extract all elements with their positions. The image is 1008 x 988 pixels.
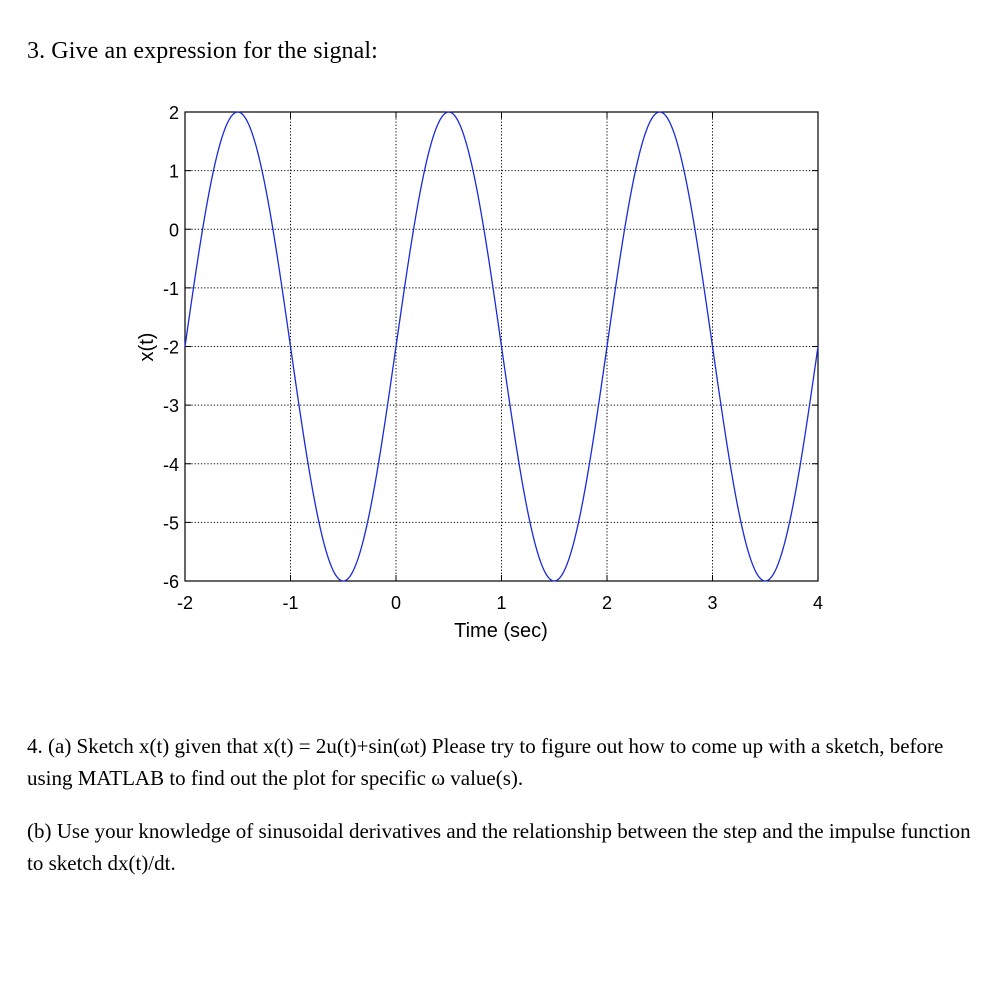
y-tick-labels — [163, 103, 179, 592]
y-tick-label: 1 — [168, 161, 179, 182]
y-tick-label: 2 — [168, 103, 179, 123]
x-tick-label: -1 — [282, 593, 299, 613]
question-3-heading: 3. Give an expression for the signal: — [27, 38, 378, 64]
y-tick-label: -2 — [162, 337, 179, 358]
y-tick-label: 0 — [168, 220, 179, 241]
question-4-part-b: (b) Use your knowledge of sinusoidal derivatives and the relationship between the step and the impulse function to sketch dx(t)/dt. — [27, 819, 971, 875]
y-tick-label: -3 — [162, 396, 179, 417]
y-axis-label: x(t) — [136, 332, 158, 362]
x-axis-label: Time (sec) — [454, 620, 548, 642]
x-tick-label: -2 — [176, 593, 194, 613]
y-tick-label: -1 — [162, 278, 179, 299]
x-tick-label: 1 — [496, 593, 507, 613]
y-tick-label: -4 — [162, 454, 179, 475]
question-4-part-a: 4. (a) Sketch x(t) given that x(t) = 2u(t)+sin(ωt) Please try to figure out how to come up with a sketch, before using MATLAB to find out the plot for specific ω value(s). — [27, 734, 944, 790]
y-tick-label: -6 — [162, 572, 179, 592]
x-tick-label: 4 — [812, 593, 824, 613]
x-tick-label: 3 — [707, 593, 718, 613]
y-tick-label: -5 — [162, 513, 179, 534]
x-tick-labels — [177, 593, 823, 613]
x-tick-label: 0 — [390, 593, 402, 613]
x-tick-label: 2 — [601, 593, 613, 613]
